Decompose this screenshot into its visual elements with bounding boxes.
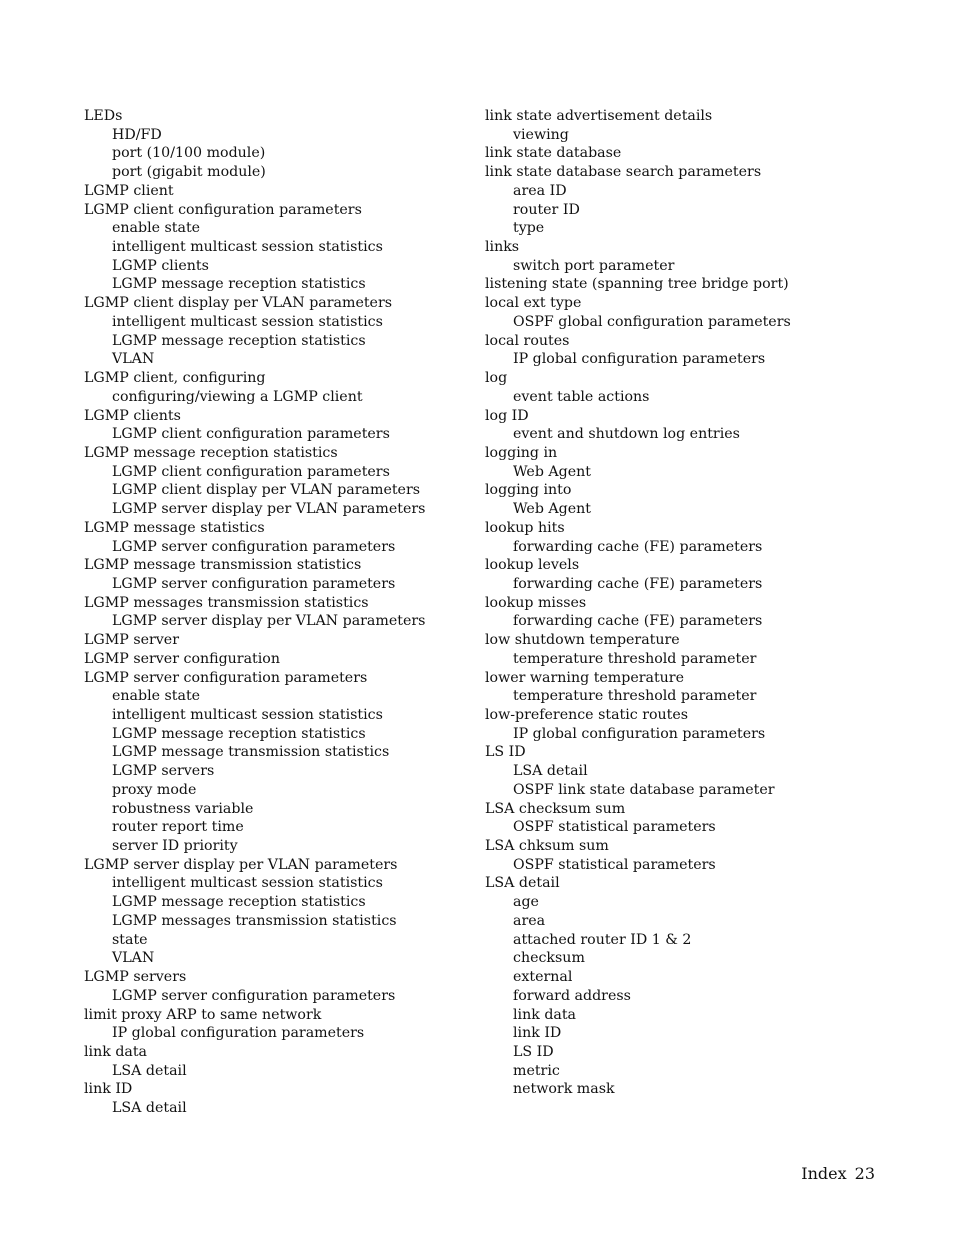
index-subentry: OSPF link state database parameter	[513, 781, 775, 798]
index-subentry: LGMP server configuration parameters	[112, 538, 396, 555]
index-entry: lookup misses	[485, 594, 587, 611]
index-subentry: Web Agent	[513, 501, 591, 518]
index-entry: low shutdown temperature	[485, 632, 680, 649]
index-entry: link ID	[84, 1081, 133, 1098]
index-subentry: LS ID	[513, 1043, 554, 1060]
index-subentry: event table actions	[513, 388, 650, 405]
index-subentry: LGMP server display per VLAN parameters	[112, 501, 426, 518]
index-entry: link data	[84, 1043, 148, 1060]
index-entry: log	[485, 370, 508, 387]
index-subentry: intelligent multicast session statistics	[112, 239, 383, 256]
index-entry: links	[485, 239, 520, 256]
index-entry: LGMP client, configuring	[84, 370, 266, 387]
index-subentry: configuring/viewing a LGMP client	[112, 388, 363, 405]
index-entry: LGMP client configuration parameters	[84, 201, 362, 218]
index-subentry: LGMP message transmission statistics	[112, 744, 390, 761]
index-column-left	[84, 107, 474, 1118]
index-subentry: LGMP client display per VLAN parameters	[112, 482, 421, 499]
index-entry: local routes	[485, 332, 570, 349]
index-subentry: VLAN	[112, 950, 155, 967]
index-entry: LSA detail	[485, 875, 560, 892]
index-entry: LGMP server display per VLAN parameters	[84, 856, 398, 873]
index-subentry: LGMP messages transmission statistics	[112, 912, 397, 929]
index-subentry: temperature threshold parameter	[513, 650, 757, 667]
index-subentry: LGMP message reception statistics	[112, 725, 366, 742]
index-subentry: LSA detail	[112, 1062, 187, 1079]
index-entry: LGMP clients	[84, 407, 181, 424]
index-subentry: type	[513, 220, 545, 237]
index-subentry: area ID	[513, 182, 567, 199]
index-entry: LSA chksum sum	[485, 838, 609, 855]
index-subentry: LGMP message reception statistics	[112, 276, 366, 293]
index-subentry: link ID	[513, 1025, 562, 1042]
index-subentry: intelligent multicast session statistics	[112, 313, 383, 330]
index-subentry: external	[513, 969, 573, 986]
index-entry: link state database search parameters	[485, 164, 762, 181]
index-subentry: IP global configuration parameters	[112, 1025, 365, 1042]
index-entry: LGMP server configuration	[84, 650, 280, 667]
index-subentry: metric	[513, 1062, 560, 1079]
index-subentry: link data	[513, 1006, 577, 1023]
index-subentry: robustness variable	[112, 800, 254, 817]
index-entry: log ID	[485, 407, 529, 424]
index-subentry: checksum	[513, 950, 585, 967]
index-subentry: event and shutdown log entries	[513, 426, 740, 443]
index-entry: LGMP message reception statistics	[84, 444, 338, 461]
index-subentry: attached router ID 1 & 2	[513, 931, 692, 948]
index-subentry: proxy mode	[112, 781, 197, 798]
index-subentry: forwarding cache (FE) parameters	[513, 538, 763, 555]
index-subentry: IP global configuration parameters	[513, 725, 766, 742]
index-entry: LGMP server configuration parameters	[84, 669, 368, 686]
index-subentry: state	[112, 931, 148, 948]
index-entry: logging into	[485, 482, 572, 499]
index-subentry: LSA detail	[513, 763, 588, 780]
index-subentry: server ID priority	[112, 838, 238, 855]
index-entry: LGMP client display per VLAN parameters	[84, 295, 393, 312]
index-subentry: LGMP message reception statistics	[112, 332, 366, 349]
index-entry: LGMP messages transmission statistics	[84, 594, 369, 611]
index-subentry: port (10/100 module)	[112, 145, 266, 162]
index-subentry: OSPF statistical parameters	[513, 856, 716, 873]
index-subentry: LSA detail	[112, 1100, 187, 1117]
index-subentry: forwarding cache (FE) parameters	[513, 613, 763, 630]
index-entry: logging in	[485, 444, 558, 461]
index-subentry: VLAN	[112, 351, 155, 368]
index-subentry: router report time	[112, 819, 244, 836]
index-subentry: LGMP servers	[112, 763, 215, 780]
index-subentry: LGMP client configuration parameters	[112, 463, 390, 480]
index-subentry: viewing	[513, 126, 569, 143]
index-entry: limit proxy ARP to same network	[84, 1006, 322, 1023]
index-entry: local ext type	[485, 295, 582, 312]
index-subentry: LGMP server configuration parameters	[112, 987, 396, 1004]
index-subentry: network mask	[513, 1081, 615, 1098]
index-subentry: forward address	[513, 987, 631, 1004]
index-subentry: router ID	[513, 201, 580, 218]
index-column-right	[485, 107, 905, 1099]
index-subentry: area	[513, 912, 546, 929]
index-entry: LGMP client	[84, 182, 174, 199]
index-subentry: LGMP clients	[112, 257, 209, 274]
index-subentry: enable state	[112, 220, 201, 237]
index-subentry: port (gigabit module)	[112, 164, 266, 181]
index-subentry: forwarding cache (FE) parameters	[513, 575, 763, 592]
index-subentry: HD/FD	[112, 126, 162, 143]
index-subentry: LGMP server display per VLAN parameters	[112, 613, 426, 630]
index-subentry: intelligent multicast session statistics	[112, 707, 383, 723]
index-entry: LS ID	[485, 744, 526, 761]
index-entry: LGMP message transmission statistics	[84, 557, 362, 574]
index-entry: lower warning temperature	[485, 669, 684, 686]
index-subentry: intelligent multicast session statistics	[112, 875, 383, 892]
index-entry: listening state (spanning tree bridge port)	[485, 276, 789, 293]
index-entry: LGMP servers	[84, 969, 187, 986]
index-entry: LGMP server	[84, 632, 179, 649]
index-entry: link state database	[485, 145, 622, 162]
index-subentry: LGMP client configuration parameters	[112, 426, 390, 443]
index-subentry: LGMP server configuration parameters	[112, 575, 396, 592]
index-subentry: age	[513, 894, 539, 911]
page-footer	[700, 1164, 875, 1184]
index-entry: LSA checksum sum	[485, 800, 626, 817]
index-subentry: switch port parameter	[513, 257, 675, 274]
index-entry: LEDs	[84, 108, 123, 124]
index-subentry: OSPF statistical parameters	[513, 819, 716, 836]
index-subentry: Web Agent	[513, 463, 591, 480]
index-entry: low-preference static routes	[485, 707, 689, 723]
index-subentry: OSPF global configuration parameters	[513, 313, 791, 330]
footer-label: Index	[801, 1164, 847, 1183]
index-subentry: enable state	[112, 688, 201, 705]
index-entry: link state advertisement details	[485, 108, 713, 124]
index-entry: lookup hits	[485, 519, 565, 536]
page-number: 23	[854, 1164, 875, 1183]
index-subentry: LGMP message reception statistics	[112, 894, 366, 911]
index-subentry: IP global configuration parameters	[513, 351, 766, 368]
index-entry: LGMP message statistics	[84, 519, 265, 536]
index-subentry: temperature threshold parameter	[513, 688, 757, 705]
index-entry: lookup levels	[485, 557, 580, 574]
